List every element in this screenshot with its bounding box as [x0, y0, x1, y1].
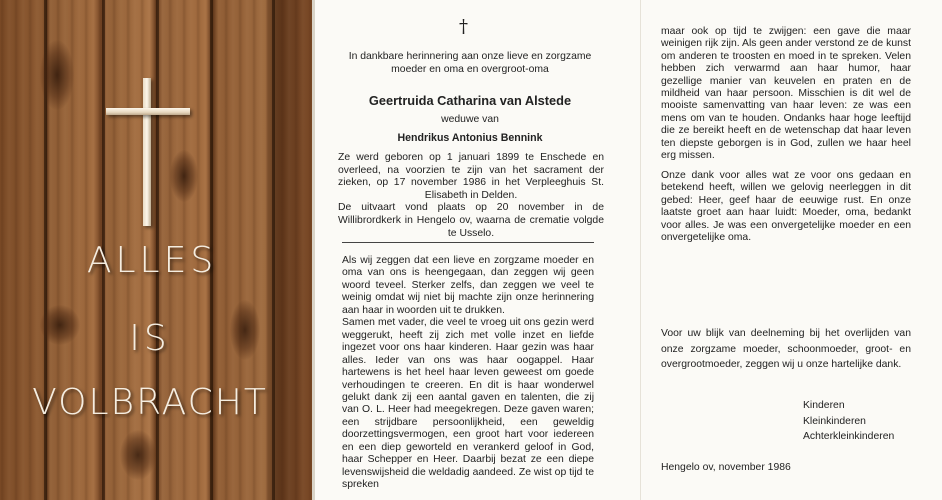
cross-icon-bar	[106, 108, 190, 115]
wood-knot	[40, 40, 74, 110]
card-fold-right	[640, 0, 641, 500]
closing-prayer: Onze dank voor alles wat ze voor ons gedaan en betekend heeft, willen we gelovig neerleggen in dit gebed: Heer, geef haar de eeuwige rust. En onze laatste groet aan haar luidt: Moeder, oma, bedankt voor alles. Je was een onvergetelijke moeder en een onvergetelijke oma.	[661, 170, 911, 244]
signatory-children: Kinderen	[803, 400, 845, 411]
divider	[342, 242, 594, 243]
cross-icon	[143, 78, 151, 226]
deceased-name: Geertruida Catharina van Alstede	[368, 93, 572, 108]
signatories	[803, 398, 894, 445]
motto-line-1: ALLES	[86, 240, 218, 281]
thanks-text: Voor uw blijk van deelneming bij het overlijden van onze zorgzame moeder, schoonmoeder, groot- en overgrootmoeder, zeggen wij u onze hartelijke dank.	[661, 328, 911, 371]
motto-line-3: VOLBRACHT	[32, 382, 268, 423]
funeral-text: De uitvaart vond plaats op 20 november in de Willibrordkerk in Hengelo ov, waarna de crematie volgde te Usselo.	[338, 202, 604, 239]
life-details	[338, 152, 604, 240]
tribute-paragraph-2: Samen met vader, die veel te vroeg uit ons gezin werd weggerukt, heeft zij zich met volle inzet en liefde ingezet voor ons haar kinderen. Haar gezin was haar alles. Ieder van ons was haar oogappel. Haar hartewens is het heel haar leven geweest om goede verhoudingen te creeren. En dit is haar wonderwel gelukt dank zij een aantal gaven en talenten, die zij van O. L. Heer had meegekregen. Deze gaven waren; een strijdbare persoonlijkheid, een geweldig doorzettingsvermogen, een groot hart voor iedereen en een diep geworteld en verankerd geloof in God, haar Schepper en Heer. Daarbij bezat ze een diepe levenswijsheid die weldadig aandeed. Ze wist op tijd te spreken	[342, 317, 594, 491]
card-fold	[312, 0, 315, 500]
wood-knot	[170, 150, 198, 202]
signatory-grandchildren: Kleinkinderen	[803, 415, 866, 427]
tribute-continued: maar ook op tijd te zwijgen: een gave die maar weinigen rijk zijn. Als geen ander verstond ze de kunst om anderen te troosten en moed in te spreken. Velen hebben zich verwarmd aan haar humor, haar gezellige manier van keuvelen en praten en de mildheid van haar persoon. Misschien is dit wel de mooiste samenvatting van haar leven: ze was een mens om van te houden. Ondanks haar hoge leeftijd die ze bereikt heeft en de wetenschap dat haar leven ten diepste geborgen is in God, zullen we haar heel erg missen.	[661, 26, 911, 162]
tribute-paragraph-1: Als wij zeggen dat een lieve en zorgzame moeder en oma van ons is heengegaan, dan zeggen wij geen woord teveel. Sterker zelfs, dan zeggen we veel te weinig omdat wij niet bij machte zijn onze herinnering aan haar in woorden uit te drukken.	[342, 255, 594, 316]
wood-knot	[120, 430, 156, 480]
widow-of-label: weduwe van	[441, 114, 499, 125]
intro-text: In dankbare herinnering aan onze lieve en zorgzame moeder en oma en overgroot-oma	[348, 51, 592, 75]
motto-line-2: IS	[129, 318, 171, 359]
place-date: Hengelo ov, november 1986	[661, 462, 791, 473]
birth-death-text: Ze werd geboren op 1 januari 1899 te Enschede en overleed, na voorzien te zijn van het sacrament der zieken, op 17 november 1986 in het Verpleeghuis St. Elisabeth in Delden.	[338, 152, 604, 201]
signatory-great-grandchildren: Achterkleinkinderen	[803, 431, 895, 443]
husband-name: Hendrikus Antonius Bennink	[397, 132, 543, 144]
front-wood-panel	[0, 0, 312, 500]
tribute-text	[342, 255, 594, 492]
dagger-icon: †	[459, 16, 468, 37]
